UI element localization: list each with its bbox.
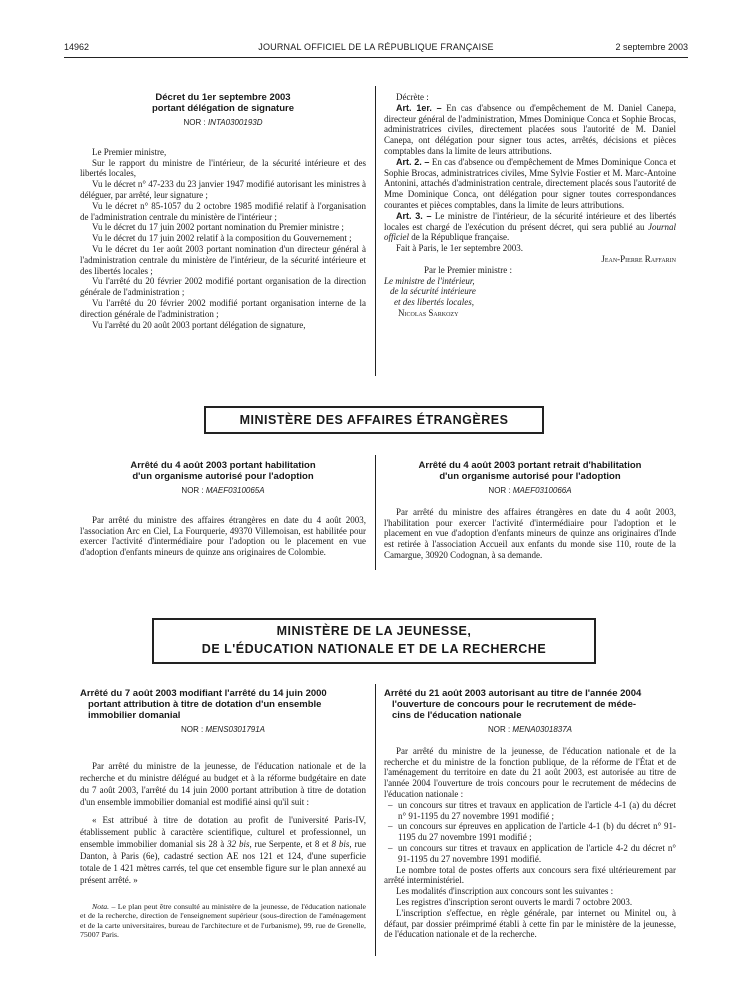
concours-list bbox=[384, 800, 676, 865]
arrete-retrait-title: Arrêté du 4 août 2003 portant retrait d'habilitation d'un organisme autorisé pour l'adoption bbox=[418, 460, 642, 482]
decret-paragraph: Vu l'arrêté du 20 février 2002 modifié portant organisation interne de la direction générale de l'administration ; bbox=[80, 297, 366, 319]
arrete-dotation-note: Nota. – Le plan peut être consulté au ministère de la jeunesse, de l'éducation nationale et de la recherche, direction de l'enseignement supérieur (sous-direction de l'aménagement et de la carte universitaires, bureau de l'architecture et de l'urbanisme), 99, rue de Grenelle, 75007 Paris. bbox=[80, 901, 366, 940]
decret-paragraph: Sur le rapport du ministre de l'intérieur, de la sécurité intérieure et des libertés locales, bbox=[80, 157, 366, 179]
arrete-retrait bbox=[384, 460, 676, 561]
arrete-retrait-body: Par arrêté du ministre des affaires étrangères en date du 4 août 2003, l'habilitation pour exercer l'activité d'intermédiaire pour l'adoption et le placement en vue d'adoption d'enfants mineurs de quinze ans originaires d'Inde est retirée à l'association Accueil aux enfants du monde sise 110, route de la Camargue, 30920 Codognan, à sa demande. bbox=[384, 506, 676, 560]
column-divider bbox=[375, 86, 376, 376]
decret-nor: NOR : INTA0300193D bbox=[183, 118, 263, 127]
arrete-dotation-quote: « Est attribué à titre de dotation au profit de l'université Paris-IV, établissement public à caractère scientifique, culturel et professionnel, un ensemble immobilier domanial sis 28 à 32 bis, rue Serpente, et 8 et 8 bis, rue Danton, à Paris (6e), cadastré section AE nos 121 et 124, d'une superficie totale de 1 421 mètres carrés, tel que cet ensemble figure sur le plan annexé au présent arrêté. » bbox=[80, 814, 366, 885]
decret-paragraph: Vu le décret n° 85-1057 du 2 octobre 1985 modifié relatif à l'organisation de l'administration centrale du ministère de l'intérieur ; bbox=[80, 200, 366, 222]
column-divider bbox=[375, 455, 376, 570]
page-number: 14962 bbox=[64, 42, 90, 52]
list-item: – un concours sur titres et travaux en application de l'article 4-1 (a) du décret n° 91-1195 du 27 novembre 1991 modifié ; bbox=[398, 800, 676, 822]
header-rule bbox=[64, 57, 688, 58]
concours-postes: Le nombre total de postes offerts aux concours sera fixé ultérieurement par arrêté interministériel. bbox=[384, 864, 676, 886]
par-le-premier-ministre: Par le Premier ministre : bbox=[424, 264, 512, 275]
arrete-habilitation-title: Arrêté du 4 août 2003 portant habilitation d'un organisme autorisé pour l'adoption bbox=[130, 460, 316, 482]
arrete-retrait-nor: NOR : MAEF0310066A bbox=[488, 486, 572, 495]
decret-paragraph: Vu le décret n° 47-233 du 23 janvier 1947 modifié autorisant les ministres à déléguer, par arrêté, leur signature ; bbox=[80, 179, 366, 200]
signatory-prime-minister: Jean-Pierre Raffarin bbox=[601, 253, 676, 264]
arrete-concours-title: Arrêté du 21 août 2003 autorisant au titre de l'année 2004 l'ouverture de concours pour le recrutement de méde- cins de l'éducation nationale bbox=[384, 688, 642, 721]
arrete-dotation bbox=[80, 688, 366, 940]
page-header bbox=[64, 40, 688, 54]
decret-paragraph: Vu le décret du 17 juin 2002 portant nomination du Premier ministre ; bbox=[92, 222, 344, 233]
decret-considerants bbox=[80, 147, 366, 331]
article-2: Art. 2. – En cas d'absence ou d'empêchement de Mmes Dominique Conca et Sophie Brocas, administratrices civiles, Mme Sylvie Fostier et M. Marc-Antoine Antonini, attachés d'administration centrale, directement placés sous l'autorité de Mme Dominique Conca, ont délégation pour signer toutes correspondances courantes et pièces comptables, dans la limite de leurs attributions. bbox=[384, 156, 676, 210]
decret-paragraph: Vu le décret du 17 juin 2002 relatif à la composition du Gouvernement ; bbox=[92, 233, 352, 244]
decret-paragraph: Le Premier ministre, bbox=[92, 146, 167, 157]
ministry-banner-affaires-etrangeres: MINISTÈRE DES AFFAIRES ÉTRANGÈRES bbox=[204, 406, 544, 434]
concours-inscription: L'inscription s'effectue, en règle générale, par internet ou Minitel ou, à défaut, par dossier préimprimé établi à cette fin par le ministère de la jeunesse, de l'éducation nationale et de la recherche. bbox=[384, 907, 676, 940]
arrete-concours-nor: NOR : MENA0301837A bbox=[487, 725, 573, 734]
arrete-concours-body: Par arrêté du ministre de la jeunesse, de l'éducation nationale et de la recherche et du ministre de la fonction publique, de la réforme de l'État et de l'aménagement du territoire en date du 21 août 2003, est autorisée au titre de l'année 2004 l'ouverture de trois concours pour le recrutement de médecins de l'éducation nationale : bbox=[384, 745, 676, 799]
arrete-dotation-nor: NOR : MENS0301791A bbox=[180, 725, 266, 734]
arrete-dotation-title: Arrêté du 7 août 2003 modifiant l'arrêté du 14 juin 2000 portant attribution à titre de dotation d'un ensemble immobilier domanial bbox=[80, 688, 327, 721]
arrete-habilitation-nor: NOR : MAEF0310065A bbox=[181, 486, 265, 495]
decret-right-column bbox=[384, 92, 676, 319]
concours-registres: Les registres d'inscription seront ouverts le mardi 7 octobre 2003. bbox=[396, 896, 633, 907]
issue-date: 2 septembre 2003 bbox=[615, 42, 688, 52]
minister-title-1: Le ministre de l'intérieur, bbox=[384, 275, 475, 286]
fait-a-paris: Fait à Paris, le 1er septembre 2003. bbox=[396, 243, 523, 254]
arrete-habilitation-body: Par arrêté du ministre des affaires étrangères en date du 4 août 2003, l'association Arc en Ciel, La Fourquerie, 49370 Villemoisan, est habilitée pour exercer l'activité d'intermédiaire pour l'adoption ou le placement en vue d'adoption d'enfants mineurs de quinze ans originaires de Colombie. bbox=[80, 514, 366, 558]
signatory-interior-minister: Nicolas Sarkozy bbox=[398, 307, 459, 318]
ministry-banner-education: MINISTÈRE DE LA JEUNESSE, DE L'ÉDUCATION NATIONALE ET DE LA RECHERCHE bbox=[152, 618, 596, 664]
list-item: – un concours sur titres et travaux en application de l'article 4-2 du décret n° 91-1195 du 27 novembre 1991 modifié. bbox=[398, 843, 676, 865]
decret-paragraph: Vu le décret du 1er août 2003 portant nomination d'un directeur général à l'administration centrale du ministère de l'intérieur, de la sécurité intérieure et des libertés locales ; bbox=[80, 243, 366, 276]
minister-title-2: de la sécurité intérieure bbox=[390, 286, 476, 297]
concours-modalites: Les modalités d'inscription aux concours sont les suivantes : bbox=[396, 886, 614, 897]
arrete-dotation-body: Par arrêté du ministre de la jeunesse, de l'éducation nationale et de la recherche et du ministre délégué au budget et à la réforme budgétaire en date du 7 août 2003, l'arrêté du 14 juin 2000 portant attribution à titre de dotation d'un ensemble immobilier domanial est modifié ainsi qu'il suit : bbox=[80, 760, 366, 807]
arrete-concours bbox=[384, 688, 676, 940]
article-3: Art. 3. – Le ministre de l'intérieur, de la sécurité intérieure et des libertés locales est chargé de l'exécution du présent décret, qui sera publié au Journal officiel de la République française. bbox=[384, 210, 676, 243]
article-1: Art. 1er. – En cas d'absence ou d'empêchement de M. Daniel Canepa, directeur général de l'administration, Mmes Dominique Conca et Sophie Brocas, administratrices civiles, directement placées sous l'autorité de M. Daniel Canepa, ont délégation pour signer tous actes, arrêtés, décisions et pièces comptables dans la limite de leurs attributions. bbox=[384, 102, 676, 156]
column-divider bbox=[375, 684, 376, 956]
decret-left-column bbox=[80, 92, 366, 330]
decrete-line: Décrète : bbox=[396, 92, 429, 102]
list-item: – un concours sur épreuves en application de l'article 4-1 (b) du décret n° 91-1195 du 27 novembre 1991 modifié ; bbox=[398, 821, 676, 843]
decret-paragraph: Vu l'arrêté du 20 février 2002 modifié portant organisation de la direction générale de l'administration ; bbox=[80, 276, 366, 298]
arrete-habilitation bbox=[80, 460, 366, 558]
journal-title: JOURNAL OFFICIEL DE LA RÉPUBLIQUE FRANÇAISE bbox=[258, 42, 494, 52]
minister-title-3: et des libertés locales, bbox=[394, 297, 474, 308]
decret-title: Décret du 1er septembre 2003 portant délégation de signature bbox=[152, 92, 294, 114]
decret-paragraph: Vu l'arrêté du 20 août 2003 portant délégation de signature, bbox=[92, 319, 306, 330]
